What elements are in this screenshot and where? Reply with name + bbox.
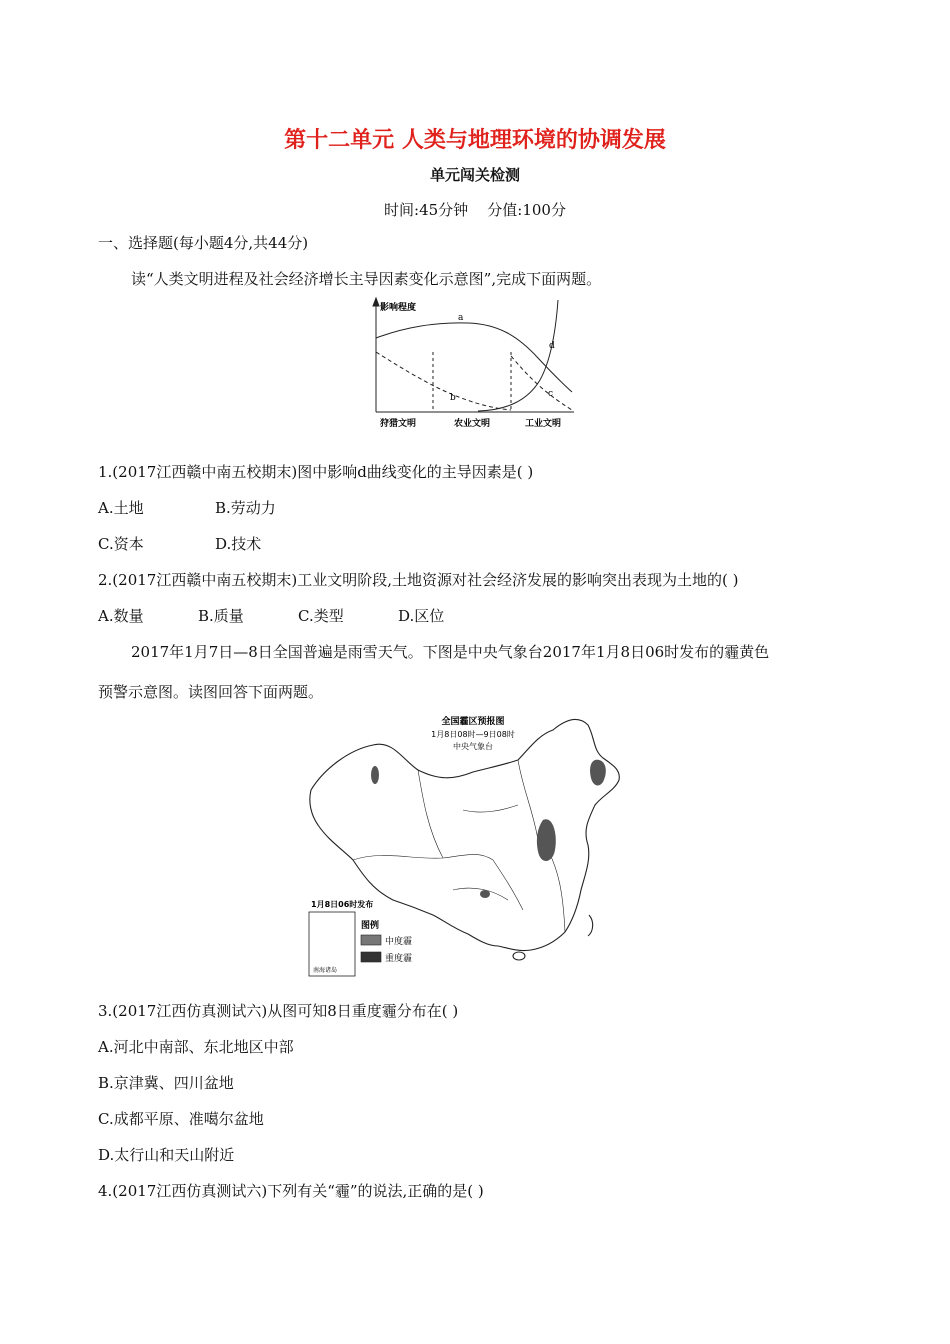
q3-option-d: D.太行山和天山附近 (98, 1146, 235, 1164)
label-b: b (450, 393, 456, 403)
q2-option-b: B.质量 (198, 607, 244, 625)
time-limit: 时间:45分钟 (384, 201, 469, 219)
map-title: 全国霾区预报图 (441, 717, 505, 727)
haze-north-china (537, 819, 556, 861)
label-a: a (458, 313, 464, 323)
total-score: 分值:100分 (487, 201, 566, 219)
question-1: 1.(2017江西赣中南五校期末)图中影响d曲线变化的主导因素是( ) (98, 463, 534, 481)
q1-option-c: C.资本 (98, 535, 144, 553)
question-4: 4.(2017江西仿真测试六)下列有关“霾”的说法,正确的是( ) (98, 1182, 484, 1200)
page-title: 第十二单元 人类与地理环境的协调发展 (284, 128, 666, 153)
hainan-island (513, 952, 525, 960)
legend-moderate: 中度霾 (385, 937, 413, 947)
province-border-6 (463, 805, 518, 812)
province-border-2 (418, 770, 443, 858)
map-issued: 1月8日06时发布 (311, 900, 374, 909)
q1-option-a: A.土地 (98, 499, 144, 517)
taiwan-island (588, 915, 593, 936)
q1-option-b: B.劳动力 (215, 499, 276, 517)
province-border-4 (518, 760, 538, 840)
q3-option-c: C.成都平原、准噶尔盆地 (98, 1110, 264, 1128)
tick-industry: 工业文明 (525, 419, 562, 429)
y-axis-arrow (373, 298, 379, 306)
tick-agriculture: 农业文明 (454, 419, 491, 429)
tick-hunting: 狩猎文明 (380, 419, 417, 429)
question-2: 2.(2017江西赣中南五校期末)工业文明阶段,土地资源对社会经济发展的影响突出表现为土地的( ) (98, 571, 739, 589)
q3-option-a: A.河北中南部、东北地区中部 (98, 1038, 294, 1056)
legend-title: 图例 (361, 921, 380, 931)
section-heading: 一、选择题(每小题4分,共44分) (98, 234, 309, 252)
curve-d (478, 300, 558, 411)
q2-option-d: D.区位 (398, 607, 445, 625)
label-d: d (549, 341, 555, 351)
q2-option-c: C.类型 (298, 607, 344, 625)
haze-map (303, 710, 627, 980)
label-c: c (548, 389, 554, 399)
page-subtitle: 单元闯关检测 (429, 166, 520, 184)
map-source: 中央气象台 (453, 742, 493, 751)
question-3: 3.(2017江西仿真测试六)从图可知8日重度霾分布在( ) (98, 1002, 459, 1020)
q3-option-b: B.京津冀、四川盆地 (98, 1074, 234, 1092)
haze-xinjiang (371, 766, 379, 784)
province-border-3 (493, 860, 523, 910)
haze-northeast (590, 760, 606, 786)
civilization-chart (368, 296, 580, 432)
haze-sichuan (480, 890, 490, 898)
province-border-7 (548, 850, 565, 932)
legend-severe: 重度霾 (385, 954, 413, 964)
inset-label: 南海诸岛 (313, 967, 338, 974)
intro-map-line2: 预警示意图。读图回答下面两题。 (98, 683, 324, 701)
china-outline (310, 720, 619, 951)
curve-b (376, 352, 511, 410)
province-border-1 (353, 854, 493, 860)
intro-chart: 读“人类文明进程及社会经济增长主导因素变化示意图”,完成下面两题。 (131, 270, 602, 288)
legend-swatch-severe (361, 952, 381, 962)
y-label: 影响程度 (380, 303, 417, 313)
q1-option-d: D.技术 (215, 535, 262, 553)
exam-info (0, 199, 950, 220)
intro-map-line1: 2017年1月7日—8日全国普遍是雨雪天气。下图是中央气象台2017年1月8日06时发布的霾黄色 (131, 643, 770, 661)
q2-option-a: A.数量 (98, 607, 144, 625)
map-period: 1月8日08时—9日08时 (431, 730, 515, 739)
curve-a (376, 323, 572, 392)
legend-swatch-moderate (361, 935, 381, 945)
